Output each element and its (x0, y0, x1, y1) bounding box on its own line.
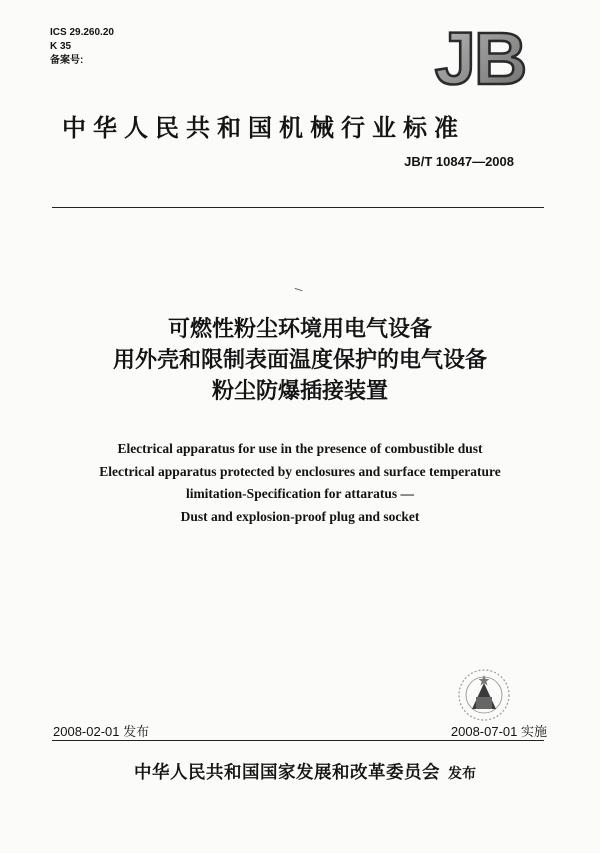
chinese-title-line: 用外壳和限制表面温度保护的电气设备 (112, 348, 487, 373)
scan-mark (293, 288, 302, 295)
english-title-line: Dust and explosion-proof plug and socket (180, 508, 420, 524)
chinese-title-line: 可燃性粉尘环境用电气设备 (167, 317, 432, 342)
chinese-title-line: 粉尘防爆插接装置 (211, 379, 388, 404)
implementation-date: 2008-07-01 实施 (450, 724, 547, 739)
document-metadata (50, 26, 114, 68)
category-code: K 35 (50, 41, 72, 52)
publisher-seal (456, 667, 512, 723)
jb-logo (415, 24, 545, 90)
english-title-line: Electrical apparatus protected by enclosures and surface temperature (99, 463, 501, 479)
publisher-name: 中华人民共和国国家发展和改革委员会 (134, 763, 440, 783)
chinese-title (0, 314, 600, 407)
logo-text: JB (434, 24, 526, 90)
standard-number: JB/T 10847—2008 (404, 154, 514, 169)
publisher-suffix: 发布 (448, 766, 476, 782)
record-number-label: 备案号: (50, 55, 84, 66)
english-title-line: limitation-Specification for attaratus — (185, 486, 415, 501)
english-title-line: Electrical apparatus for use in the presence of combustible dust (117, 441, 483, 456)
issue-date: 2008-02-01 发布 (53, 724, 150, 739)
ics-code: ICS 29.260.20 (50, 27, 114, 38)
top-divider (52, 207, 544, 208)
bottom-divider (52, 740, 544, 741)
publisher (60, 759, 550, 784)
english-title (0, 438, 600, 528)
standard-category-title: 中华人民共和国机械行业标准 (62, 114, 465, 142)
